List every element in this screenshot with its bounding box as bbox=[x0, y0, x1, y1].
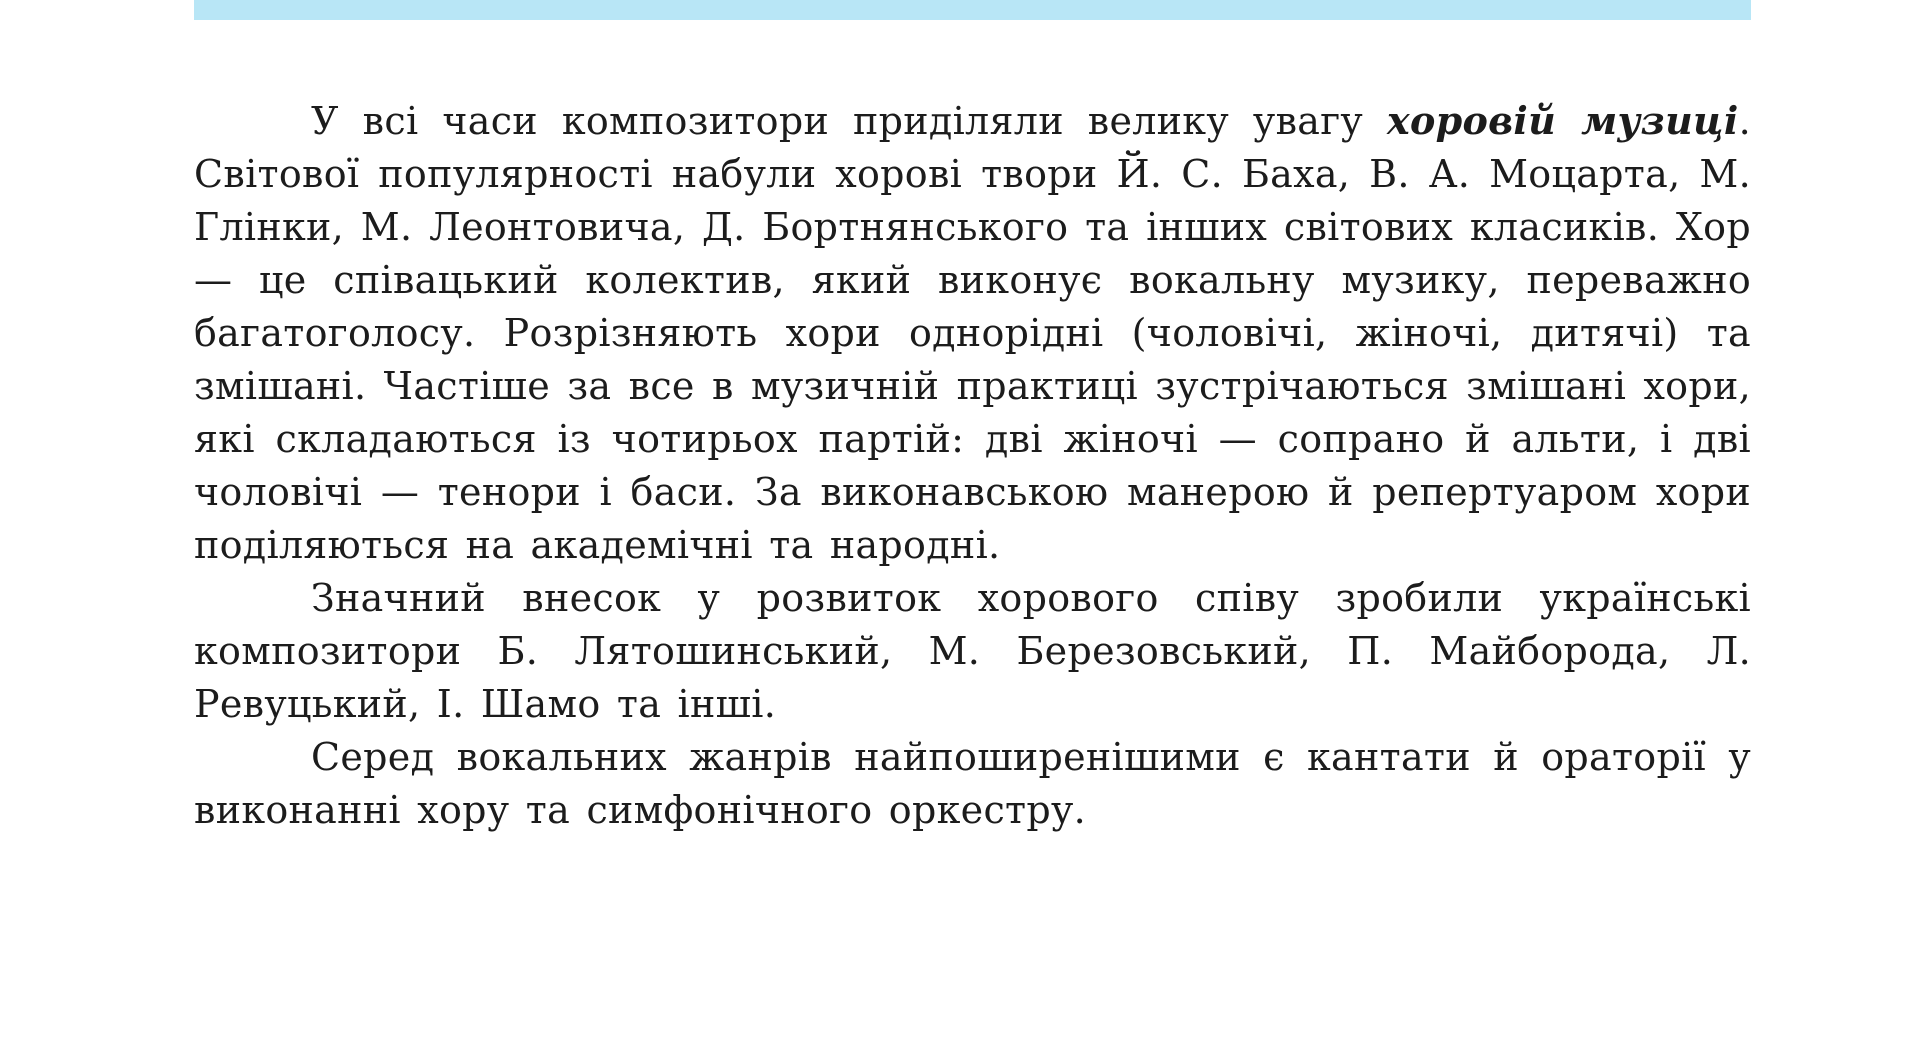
paragraph-ukrainian-composers: Значний внесок у розвиток хорового співу зробили українські композитори Б. Лятошинський, М. Березовський, П. Майборода, Л. Ревуцький, І. Шамо та інші. bbox=[194, 576, 1751, 726]
body-text bbox=[194, 94, 1751, 837]
paragraph-vocal-genres: Серед вокальних жанрів найпоширенішими є кантати й ораторії у виконанні хору та симфонічного оркестру. bbox=[194, 735, 1751, 832]
paragraph-1-intro: У всі часи композитори приділяли велику увагу bbox=[311, 99, 1388, 143]
paragraph-choral-music bbox=[194, 94, 1751, 572]
header-band bbox=[194, 0, 1751, 20]
emphasis-choral-music: хоровій музиці bbox=[1387, 98, 1739, 143]
paragraph-1-body: . Світової популярності набули хорові твори Й. С. Баха, В. А. Моцарта, М. Глінки, М. Леонтовича, Д. Бортнянського та інших світових класиків. Хор — це співацький колектив, який виконує вокальну музику, переважно багатоголосу. Розрізняють хори однорідні (чоловічі, жіночі, дитячі) та змішані. Частіше за все в музичній практиці зустрічаються змішані хори, які складаються із чотирьох партій: дві жіночі — сопрано й альти, і дві чоловічі — тенори і баси. За виконавською манерою й репертуаром хори поділяються на академічні та народні. bbox=[194, 99, 1751, 567]
